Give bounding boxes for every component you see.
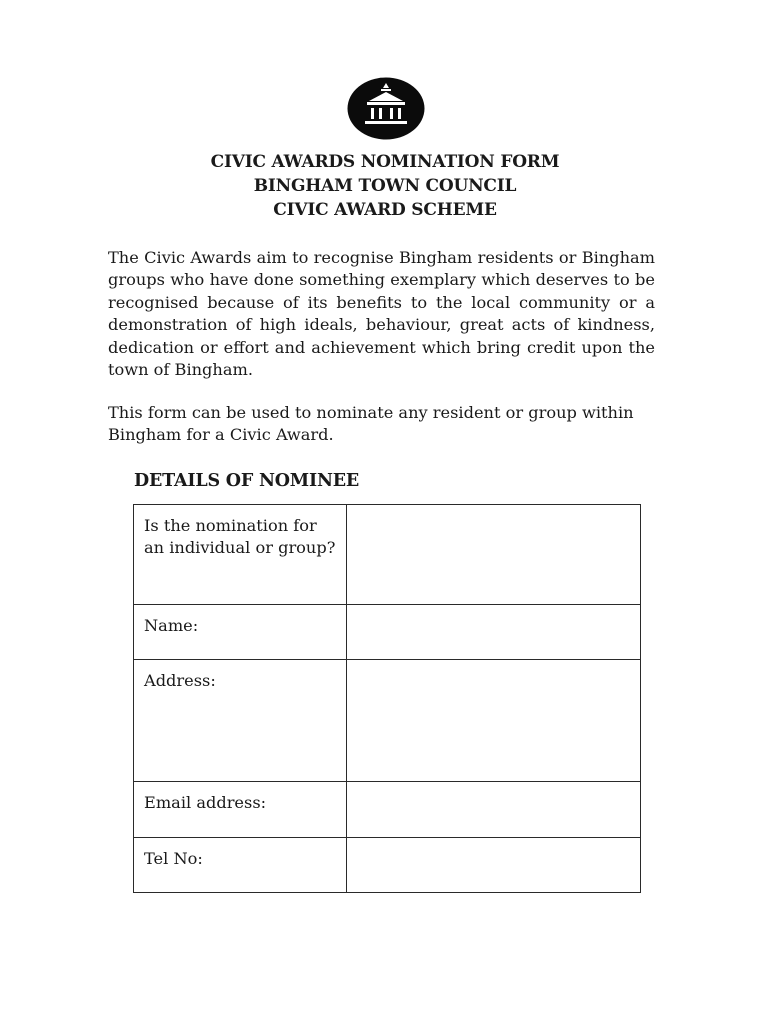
name-field[interactable] — [347, 605, 640, 643]
email-field[interactable] — [347, 782, 640, 820]
nomination-type-field[interactable] — [347, 505, 640, 543]
address-field[interactable] — [347, 660, 640, 698]
town-hall-icon — [347, 77, 425, 140]
intro-paragraph: The Civic Awards aim to recognise Bingham residents or Bingham groups who have done something exemplary which deserves to be recognised because of its benefits to the local community or a demonstration of high ideals, behaviour, great acts of kindness, dedication or effort and achievement which bring credit upon the town of Bingham. — [108, 248, 655, 380]
address-label: Address: — [134, 660, 347, 782]
form-title-block — [0, 150, 770, 222]
nomination-type-cell — [347, 505, 641, 605]
name-cell — [347, 605, 641, 660]
nominee-details-table — [133, 504, 641, 893]
form-title: CIVIC AWARDS NOMINATION FORM — [210, 152, 560, 172]
name-label: Name: — [134, 605, 347, 660]
nominee-section-heading: DETAILS OF NOMINEE — [134, 471, 360, 491]
table-row — [134, 782, 641, 838]
tel-field[interactable] — [347, 838, 640, 876]
email-label: Email address: — [134, 782, 347, 838]
usage-paragraph: This form can be used to nominate any resident or group within Bingham for a Civic Award. — [108, 403, 634, 445]
table-row — [134, 605, 641, 660]
table-row — [134, 660, 641, 782]
table-row — [134, 838, 641, 893]
table-row — [134, 505, 641, 605]
nomination-type-label: Is the nomination for an individual or group? — [134, 505, 347, 605]
tel-cell — [347, 838, 641, 893]
address-cell — [347, 660, 641, 782]
council-name: BINGHAM TOWN COUNCIL — [253, 176, 517, 196]
tel-label: Tel No: — [134, 838, 347, 893]
scheme-name: CIVIC AWARD SCHEME — [273, 200, 497, 220]
email-cell — [347, 782, 641, 838]
